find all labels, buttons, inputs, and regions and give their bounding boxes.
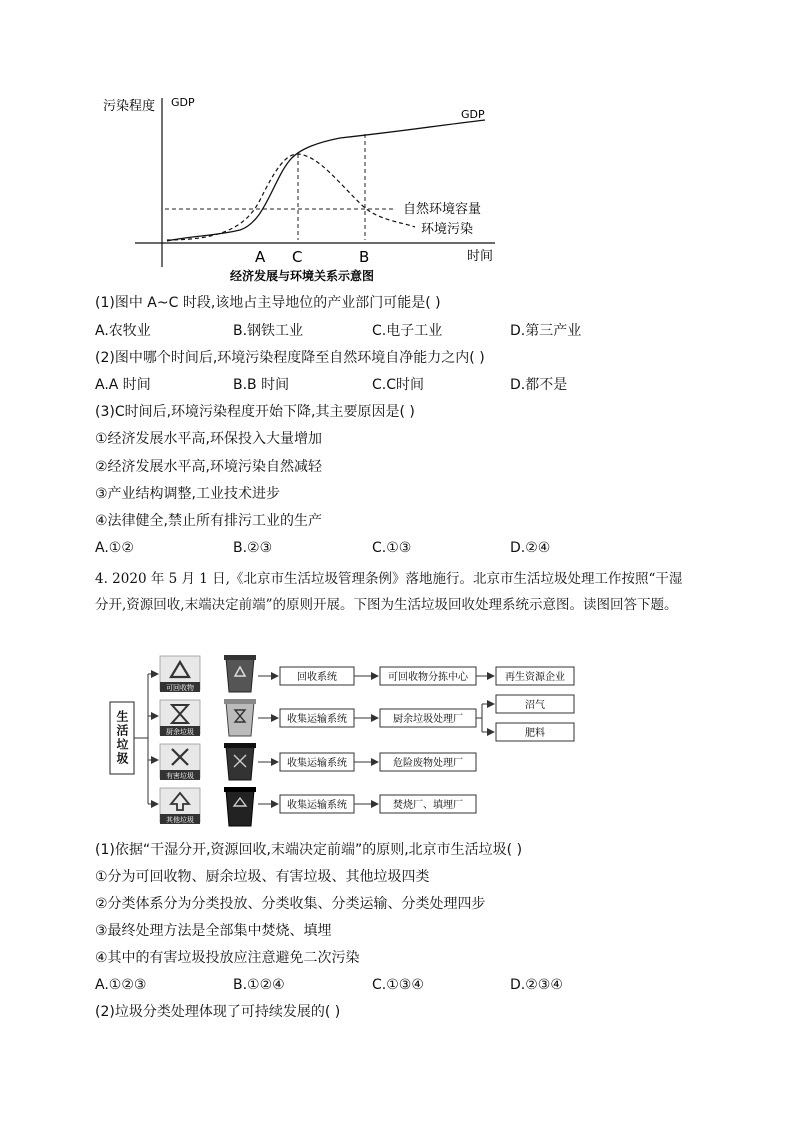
- q2-option-c: C.C时间: [372, 377, 425, 393]
- series-label-pollution: 环境污染: [421, 222, 474, 237]
- q2-option-b: B.B 时间: [233, 377, 290, 393]
- q4-sub1-option-c: C.①③④: [372, 977, 424, 993]
- q4-sub1-item-1: ①分为可回收物、厨余垃圾、有害垃圾、其他垃圾四类: [95, 869, 430, 885]
- q4-sub1-option-d: D.②③④: [510, 977, 563, 993]
- bin-icon-kitchen: [226, 702, 254, 736]
- category-label-hazardous: 有害垃圾: [166, 772, 194, 780]
- q4-sub1-item-3: ③最终处理方法是全部集中焚烧、填埋: [95, 923, 332, 939]
- system-label-3: 收集运输系统: [287, 758, 347, 769]
- y-axis-label: 污染程度: [103, 99, 156, 114]
- q1-option-c: C.电子工业: [372, 323, 443, 339]
- q4-sub1-stem: (1)依据“干湿分开,资源回收,末端决定前端”的原则,北京市生活垃圾( ): [95, 842, 523, 858]
- q1-option-a: A.农牧业: [95, 323, 151, 339]
- category-label-other: 其他垃圾: [166, 816, 194, 824]
- q3-item-3: ③产业结构调整,工业技术进步: [95, 486, 281, 502]
- q4-sub1-item-2: ②分类体系分为分类投放、分类收集、分类运输、分类处理四步: [95, 896, 486, 912]
- category-label-recyclable: 可回收物: [166, 684, 194, 692]
- category-label-kitchen: 厨余垃圾: [166, 728, 194, 736]
- end-fertilizer-label: 肥料: [525, 728, 545, 739]
- economy-environment-chart: [95, 90, 515, 290]
- x-marker-a: A: [255, 248, 266, 266]
- q3-option-a: A.①②: [95, 540, 134, 556]
- facility-label-4: 焚烧厂、填埋厂: [393, 800, 463, 811]
- end-recycle-label: 再生资源企业: [505, 672, 565, 683]
- facility-label-3: 危险废物处理厂: [393, 758, 463, 769]
- q3-item-2: ②经济发展水平高,环境污染自然减轻: [95, 459, 323, 475]
- end-biogas-label: 沼气: [525, 700, 545, 711]
- q2-option-a: A.A 时间: [95, 377, 151, 393]
- q3-option-d: D.②④: [510, 540, 551, 556]
- q4-intro: 4. 2020 年 5 月 1 日,《北京市生活垃圾管理条例》落地施行。北京市生活垃圾处理工作按照“干湿分开,资源回收,末端决定前端”的原则开展。下图为生活垃圾回收处理系统示意图。读图回答下题。: [95, 571, 683, 613]
- q4-sub1-option-a: A.①②③: [95, 977, 147, 993]
- q3-stem: (3)C时间后,环境污染程度开始下降,其主要原因是( ): [95, 404, 415, 420]
- bin-icon-hazardous: [226, 746, 254, 780]
- q1-stem: (1)图中 A~C 时段,该地占主导地位的产业部门可能是( ): [95, 295, 441, 311]
- q4-sub2-stem: (2)垃圾分类处理体现了可持续发展的( ): [95, 1004, 341, 1020]
- q3-option-b: B.②③: [233, 540, 273, 556]
- chart-title: 经济发展与环境关系示意图: [230, 269, 375, 283]
- q3-item-4: ④法律健全,禁止所有排污工业的生产: [95, 513, 323, 529]
- root-label: 生活垃圾: [115, 710, 129, 766]
- bin-icon-other: [226, 790, 254, 826]
- system-label-2: 收集运输系统: [287, 714, 347, 725]
- facility-label-1: 可回收物分拣中心: [388, 672, 468, 683]
- q1-option-b: B.钢铁工业: [233, 323, 304, 339]
- series-label-capacity: 自然环境容量: [403, 202, 482, 217]
- system-label-4: 收集运输系统: [287, 800, 347, 811]
- x-axis-label: 时间: [467, 249, 494, 264]
- garbage-system-diagram: [108, 652, 588, 832]
- series-pollution-line: [167, 154, 415, 240]
- q4-sub1-item-4: ④其中的有害垃圾投放应注意避免二次污染: [95, 950, 360, 966]
- q2-option-d: D.都不是: [510, 377, 568, 393]
- y-axis-label-gdp: GDP: [171, 96, 195, 109]
- series-label-gdp: GDP: [461, 108, 485, 121]
- system-label-1: 回收系统: [297, 672, 337, 683]
- x-marker-b: B: [359, 248, 370, 266]
- facility-label-2: 厨余垃圾处理厂: [393, 714, 463, 725]
- q1-option-d: D.第三产业: [510, 323, 582, 339]
- x-marker-c: C: [292, 248, 303, 266]
- q3-option-c: C.①③: [372, 540, 412, 556]
- q2-stem: (2)图中哪个时间后,环境污染程度降至自然环境自净能力之内( ): [95, 350, 485, 366]
- bin-icon-recyclable: [226, 658, 254, 692]
- q3-item-1: ①经济发展水平高,环保投入大量增加: [95, 431, 323, 447]
- q4-sub1-option-b: B.①②④: [233, 977, 285, 993]
